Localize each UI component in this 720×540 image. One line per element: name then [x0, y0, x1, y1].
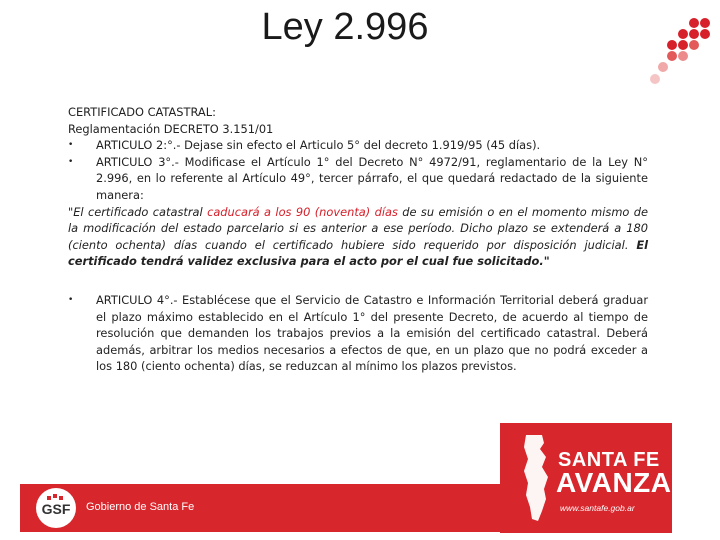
quote-part-3: de su emisión o en el momento mismo de la modificación del estado parcelario si es anterior a ese período. Dicho plazo se extenderá a 180 (ciento ochenta) días cuando el certificado hubiere sido requerido por disposición judicial.: [68, 204, 649, 252]
article-3-text: ARTICULO 3°.- Modificase el Artículo 1° del Decreto N° 4972/91, reglamentario de la Ley N° 2.996, en lo referente al Artículo 49°, tercer párrafo, el que quedará redactado de la siguiente manera:: [96, 154, 648, 202]
website-url: www.santafe.gob.ar: [560, 503, 635, 513]
svg-text:GSF: GSF: [41, 501, 71, 517]
list-item: [68, 292, 648, 375]
santa-fe-avanza-logo: [500, 423, 672, 533]
bullet-icon: •: [68, 294, 74, 305]
footer-bar: [20, 484, 500, 532]
list-item: [68, 154, 648, 204]
quote-highlight: caducará a los 90 (noventa) días: [207, 204, 398, 219]
gsf-logo-icon: [36, 488, 76, 528]
list-item: [68, 137, 648, 154]
article-2-text: ARTICULO 2:°.- Dejase sin efecto el Articulo 5° del decreto 1.919/95 (45 días).: [96, 138, 541, 153]
section-heading: CERTIFICADO CATASTRAL:: [68, 105, 216, 119]
bullet-icon: •: [68, 140, 74, 151]
bullet-icon: •: [68, 156, 74, 167]
quote-part-1: "El certificado catastral: [68, 204, 208, 219]
decorative-dots-icon: [650, 18, 710, 108]
document-body: [68, 104, 648, 375]
article-4-text: ARTICULO 4°.- Establécese que el Servicio de Catastro e Información Territorial deberá graduar el plazo máximo establecido en el Artículo 1° del presente Decreto, de acuerdo al tiempo de resolución que demanden los trabajos previos a la emisión del certificado catastral. Deberá además, arbitrar los medios necesarios a efectos de que, en un plazo que no podrá exceder a los 180 (ciento ochenta) días, se reduzcan al mínimo los plazos previstos.: [96, 292, 648, 374]
slide-title: Ley 2.996: [261, 6, 429, 48]
section-subheading: Reglamentación DECRETO 3.151/01: [68, 121, 274, 136]
quoted-paragraph: [68, 204, 648, 270]
government-name: Gobierno de Santa Fe: [86, 501, 195, 513]
santa-fe-text: SANTA FE: [558, 449, 660, 471]
quote-bold: El certificado tendrá validez exclusiva para el acto por el cual fue solicitado.": [68, 237, 648, 269]
avanza-text: AVANZA: [556, 467, 672, 498]
santa-fe-map-icon: [520, 433, 550, 523]
